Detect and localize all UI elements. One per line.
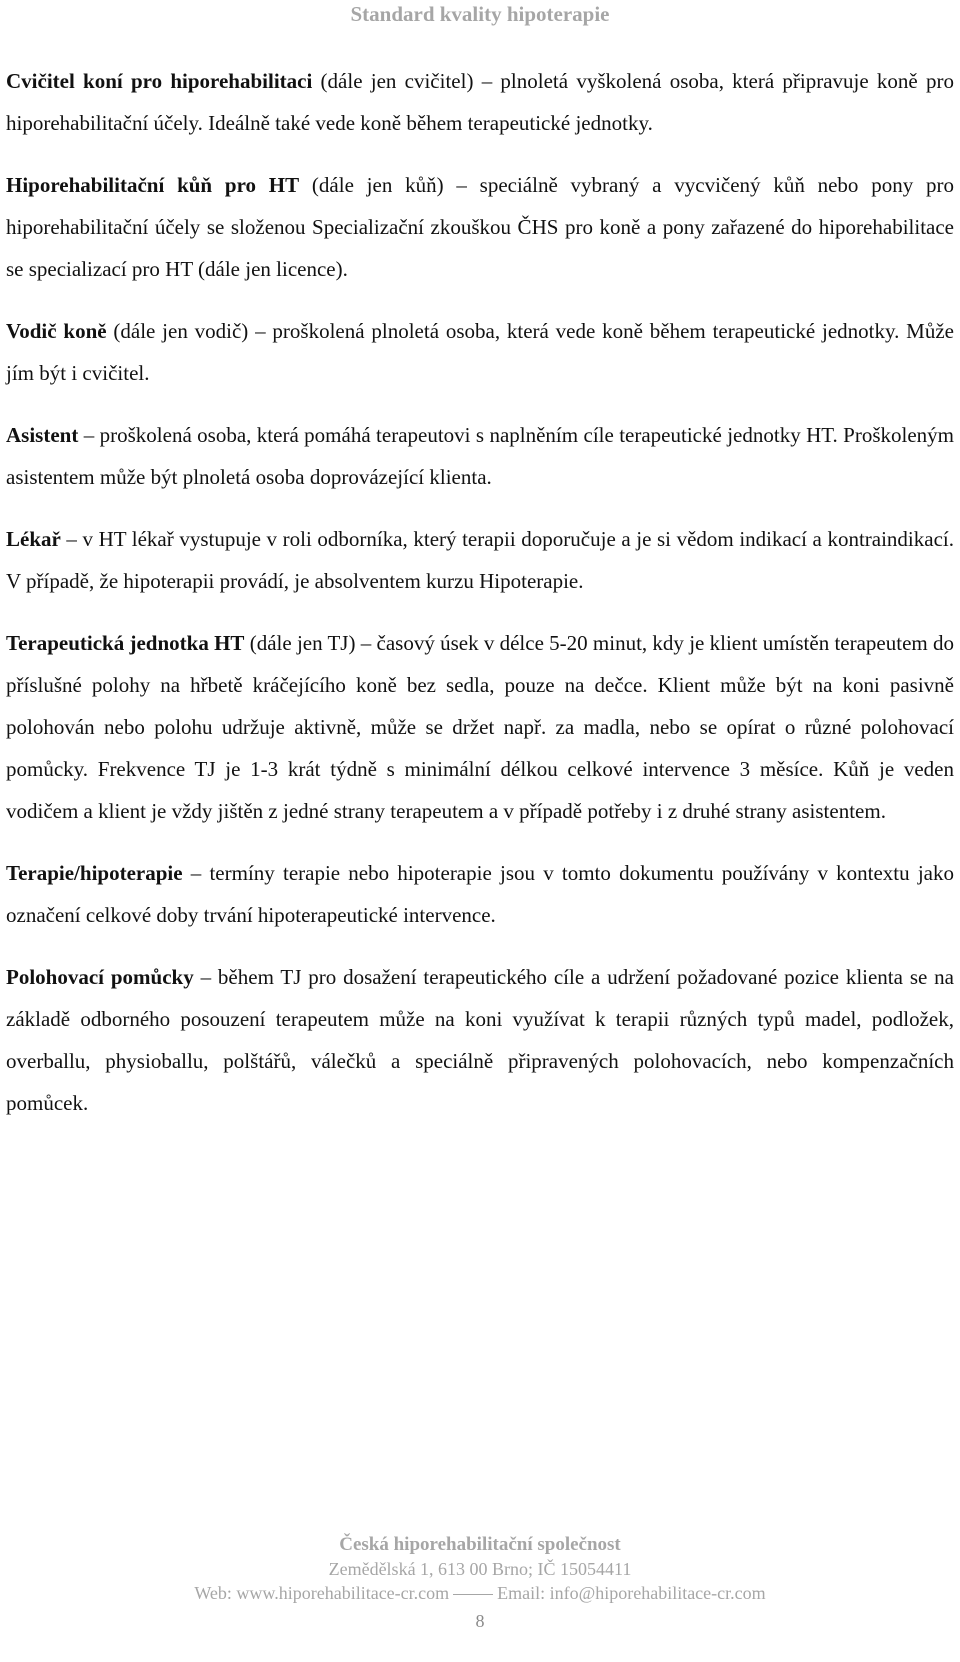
definition-paragraph — [6, 852, 954, 936]
definition-term: Asistent — [6, 423, 79, 447]
definition-term: Terapie/hipoterapie — [6, 861, 183, 885]
definition-term: Vodič koně — [6, 319, 107, 343]
definition-text: – v HT lékař vystupuje v roli odborníka, který terapii doporučuje a je si vědom indikací a kontraindikací. V případě, že hipoterapii provádí, je absolventem kurzu Hipoterapie. — [6, 527, 954, 593]
definition-paragraph — [6, 956, 954, 1124]
definition-paragraph — [6, 518, 954, 602]
definition-text: (dále jen TJ) – časový úsek v délce 5-20 minut, kdy je klient umístěn terapeutem do příslušné polohy na hřbetě kráčejícího koně bez sedla, pouze na dečce. Klient může být na koni pasivně polohován nebo polohu udržuje aktivně, může se držet např. za madla, nebo se opírat o různé polohovací pomůcky. Frekvence TJ je 1-3 krát týdně s minimální délkou celkové intervence 3 měsíce. Kůň je veden vodičem a klient je vždy jištěn z jedné strany terapeutem a v případě potřeby i z druhé strany asistentem. — [6, 631, 954, 823]
running-header: Standard kvality hipoterapie — [350, 2, 610, 26]
definition-term: Hiporehabilitační kůň pro HT — [6, 173, 300, 197]
definition-term: Cvičitel koní pro hiporehabilitaci — [6, 69, 313, 93]
page-number: 8 — [475, 1611, 485, 1631]
definition-text: (dále jen cvičitel) – plnoletá vyškolená osoba, která připravuje koně pro hiporehabilitační účely. Ideálně také vede koně během terapeutické jednotky. — [6, 69, 954, 135]
footer-separator — [453, 1594, 493, 1595]
definition-paragraph — [6, 622, 954, 832]
definition-text: – proškolená osoba, která pomáhá terapeutovi s naplněním cíle terapeutické jednotky HT. Proškoleným asistentem může být plnoletá osoba doprovázející klienta. — [6, 423, 954, 489]
definition-text: – během TJ pro dosažení terapeutického cíle a udržení požadované pozice klienta se na základě odborného posouzení terapeutem může na koni využívat k terapii různých typů madel, podložek, overballu, physioballu, polštářů, válečků a speciálně připravených polohovacích, nebo kompenzačních pomůcek. — [6, 965, 954, 1115]
document-body — [6, 60, 954, 1144]
footer-contact-row — [0, 1581, 960, 1605]
page-footer — [0, 1533, 960, 1633]
definition-paragraph — [6, 164, 954, 290]
definition-text: (dále jen vodič) – proškolená plnoletá osoba, která vede koně během terapeutické jednotky. Může jím být i cvičitel. — [6, 319, 954, 385]
definition-text: – termíny terapie nebo hipoterapie jsou v tomto dokumentu používány v kontextu jako označení celkové doby trvání hipoterapeutické intervence. — [6, 861, 954, 927]
definition-paragraph — [6, 310, 954, 394]
footer-organization: Česká hiporehabilitační společnost — [339, 1534, 621, 1555]
footer-web: Web: www.hiporehabilitace-cr.com — [194, 1583, 450, 1603]
definition-term: Terapeutická jednotka HT — [6, 631, 245, 655]
definition-term: Polohovací pomůcky — [6, 965, 194, 989]
definition-paragraph — [6, 414, 954, 498]
definition-paragraph — [6, 60, 954, 144]
footer-address: Zemědělská 1, 613 00 Brno; IČ 15054411 — [328, 1559, 632, 1579]
definition-text: (dále jen kůň) – speciálně vybraný a vycvičený kůň nebo pony pro hiporehabilitační účely se složenou Specializační zkouškou ČHS pro koně a pony zařazené do hiporehabilitace se specializací pro HT (dále jen licence). — [6, 173, 954, 281]
definition-term: Lékař — [6, 527, 61, 551]
footer-email: Email: info@hiporehabilitace-cr.com — [497, 1583, 766, 1603]
